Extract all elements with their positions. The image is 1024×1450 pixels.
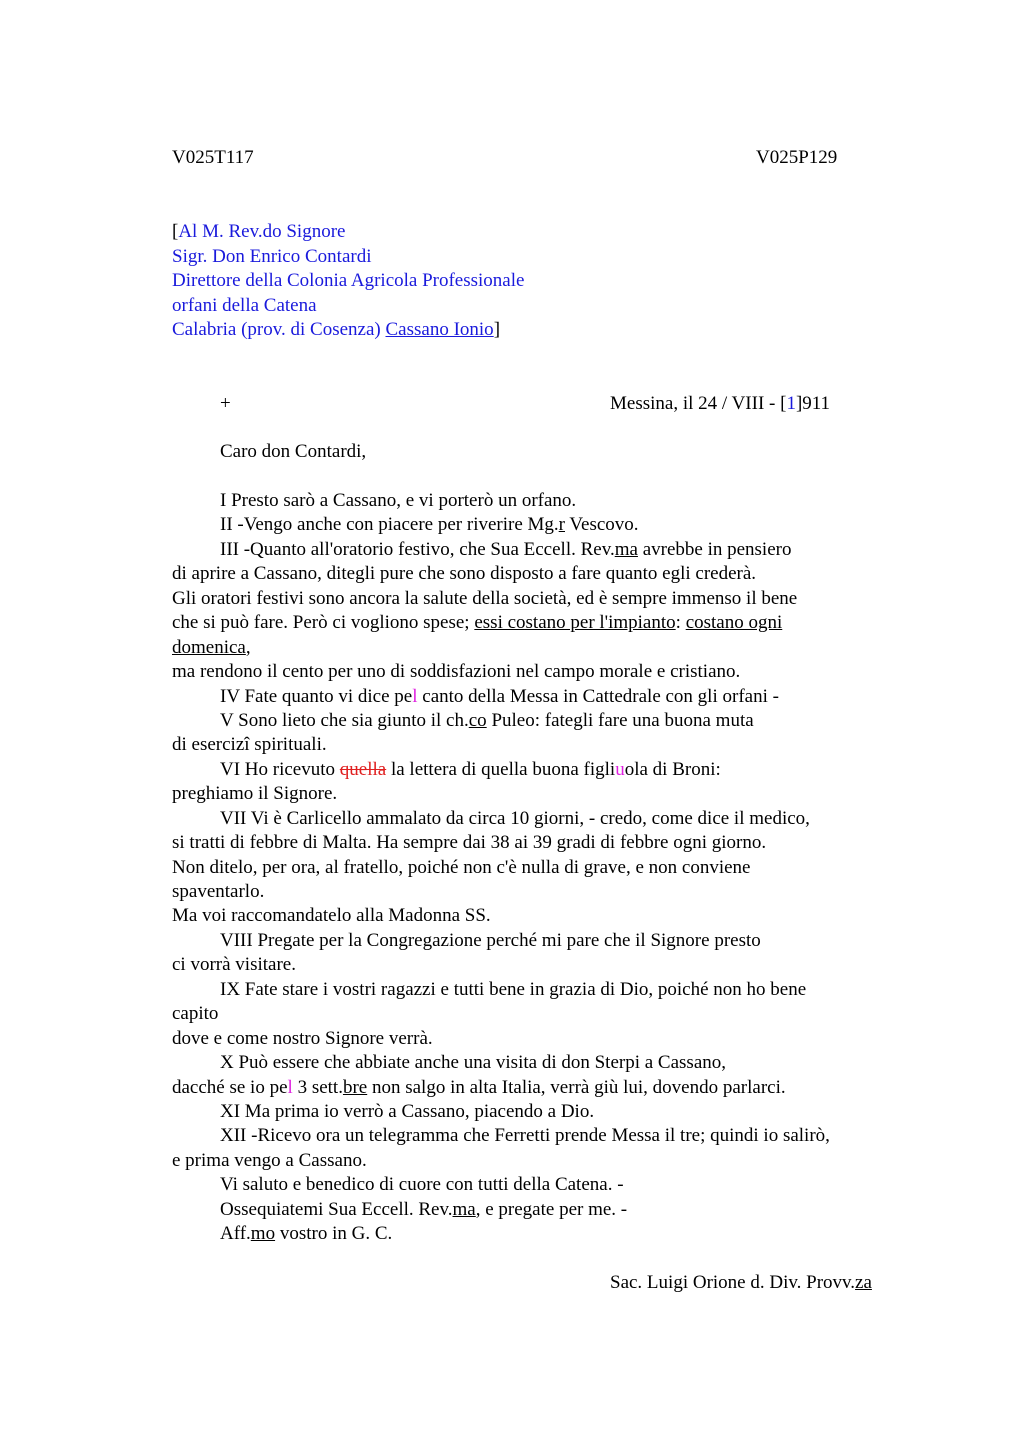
text-line: che si può fare. Però ci vogliono spese; essi costano per l'impianto: costano ogni (172, 612, 783, 634)
document-code-right: V025P129 (756, 147, 838, 168)
text-line: di aprire a Cassano, ditegli pure che sono disposto a fare quanto egli crederà. (172, 563, 757, 585)
text-line: domenica, (172, 636, 251, 658)
paragraph-3: III -Quanto all'oratorio festivo, che Sua Eccell. Rev.ma avrebbe in pensiero (220, 538, 792, 560)
text-line: dove e come nostro Signore verrà. (172, 1027, 433, 1049)
text-line: si tratti di febbre di Malta. Ha sempre dai 38 ai 39 gradi di febbre ogni giorno. (172, 832, 767, 854)
text-line: Ma voi raccomandatelo alla Madonna SS. (172, 905, 491, 927)
text-line: preghiamo il Signore. (172, 783, 338, 805)
text-line: Gli oratori festivi sono ancora la salute della società, ed è sempre immenso il bene (172, 587, 798, 609)
address-line-4: orfani della Catena (172, 294, 317, 316)
paragraph-1: I Presto sarò a Cassano, e vi porterò un orfano. (220, 490, 577, 511)
closing-line-1: Vi saluto e benedico di cuore con tutti della Catena. - (220, 1174, 624, 1196)
text-line: e prima vengo a Cassano. (172, 1149, 367, 1171)
paragraph-8: VIII Pregate per la Congregazione perché mi pare che il Signore presto (220, 929, 761, 951)
paragraph-11: XI Ma prima io verrò a Cassano, piacendo a Dio. (220, 1100, 595, 1122)
paragraph-10: X Può essere che abbiate anche una visita di don Sterpi a Cassano, (220, 1052, 726, 1074)
greeting: Caro don Contardi, (220, 441, 367, 462)
address-block (172, 220, 524, 343)
paragraph-4: IV Fate quanto vi dice pel canto della Messa in Cattedrale con gli orfani - (220, 685, 779, 707)
text-line: Non ditelo, per ora, al fratello, poiché non c'è nulla di grave, e non conviene (172, 856, 751, 878)
paragraph-2: II -Vengo anche con piacere per riverire Mg.r Vescovo. (220, 514, 639, 536)
paragraph-7: VII Vi è Carlicello ammalato da circa 10 giorni, - credo, come dice il medico, (220, 807, 810, 829)
paragraph-6: VI Ho ricevuto quella la lettera di quella buona figliuola di Broni: (220, 758, 721, 780)
address-line-1: Al M. Rev.do Signore (178, 221, 346, 242)
paragraph-12: XII -Ricevo ora un telegramma che Ferretti prende Messa il tre; quindi io salirò, (220, 1125, 830, 1147)
address-line-3: Direttore della Colonia Agricola Professionale (172, 270, 525, 291)
text-line: spaventarlo. (172, 881, 265, 902)
closing-line-2: Ossequiatemi Sua Eccell. Rev.ma, e pregate per me. - (220, 1198, 628, 1220)
text-line: ci vorrà visitare. (172, 954, 296, 976)
address-open-bracket: [ (172, 221, 179, 242)
cross-symbol: + (220, 393, 231, 414)
letter-body (172, 489, 912, 1247)
signature: Sac. Luigi Orione d. Div. Provv.za (610, 1272, 872, 1293)
address-line-2: Sigr. Don Enrico Contardi (172, 245, 372, 267)
text-line: capito (172, 1003, 219, 1025)
address-close-bracket: ] (493, 319, 501, 340)
document-code-left: V025T117 (172, 147, 254, 168)
dateline: Messina, il 24 / VIII - [1]911 (610, 393, 831, 414)
closing-line-3: Aff.mo vostro in G. C. (220, 1223, 393, 1245)
paragraph-9: IX Fate stare i vostri ragazzi e tutti bene in grazia di Dio, poiché non ho bene (220, 978, 807, 1000)
deleted-word: quella (339, 758, 387, 780)
text-line: dacché se io pel 3 sett.bre non salgo in alta Italia, verrà giù lui, dovendo parlarci. (172, 1076, 786, 1098)
address-line-5: Calabria (prov. di Cosenza) (172, 319, 386, 340)
address-place: Cassano Ionio (385, 319, 494, 340)
text-line: ma rendono il cento per uno di soddisfazioni nel campo morale e cristiano. (172, 661, 741, 683)
paragraph-5: V Sono lieto che sia giunto il ch.co Puleo: fategli fare una buona muta (220, 709, 754, 731)
text-line: di esercizî spirituali. (172, 734, 327, 756)
